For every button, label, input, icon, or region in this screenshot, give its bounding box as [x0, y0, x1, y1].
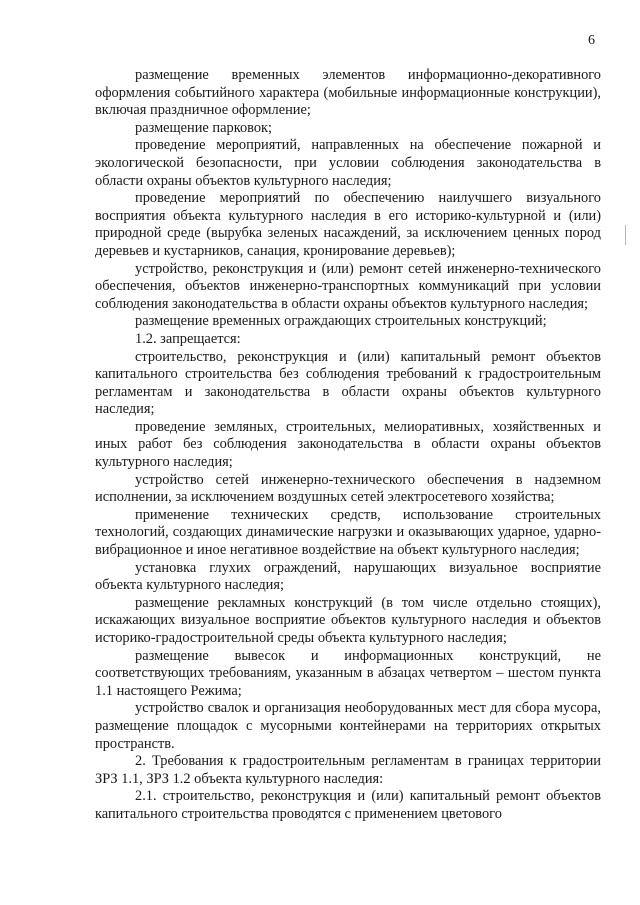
- scan-margin-mark: [625, 225, 626, 245]
- paragraph: установка глухих ограждений, нарушающих визуальное восприятие объекта культурного наследия;: [95, 559, 601, 594]
- paragraph: строительство, реконструкция и (или) капитальный ремонт объектов капитального строительства без соблюдения требований к градостроительным регламентам и законодательства в области охраны объектов культурного наследия;: [95, 348, 601, 418]
- paragraph: устройство, реконструкция и (или) ремонт сетей инженерно-технического обеспечения, объектов инженерно-транспортных коммуникаций при условии соблюдения законодательства в области охраны объектов культурного наследия;: [95, 260, 601, 312]
- paragraph: проведение мероприятий по обеспечению наилучшего визуального восприятия объекта культурного наследия в его историко-культурной и (или) природной среде (вырубка зеленых насаждений, за исключением ценных пород деревьев и кустарников, санация, кронирование деревьев);: [95, 190, 601, 259]
- paragraph: размещение временных ограждающих строительных конструкций;: [135, 313, 547, 330]
- paragraph: 2.1. строительство, реконструкция и (или) капитальный ремонт объектов капитального строительства проводятся с применением цветового: [95, 788, 601, 822]
- paragraph: размещение временных элементов информационно-декоративного оформления событийного характера (мобильные информационные конструкции), включая праздничное оформление;: [95, 67, 601, 119]
- paragraph: устройство свалок и организация необорудованных мест для сбора мусора, размещение площадок с мусорными контейнерами на территориях открытых пространств.: [95, 700, 601, 752]
- section-heading: 2. Требования к градостроительным регламентам в границах территории ЗРЗ 1.1, ЗРЗ 1.2 объекта культурного наследия:: [95, 753, 601, 787]
- paragraph: устройство сетей инженерно-технического обеспечения в надземном исполнении, за исключением воздушных сетей электросетевого хозяйства;: [95, 471, 601, 506]
- page-number: 6: [588, 33, 595, 48]
- paragraph: размещение вывесок и информационных конструкций, не соответствующих требованиям, указанным в абзацах четвертом – шестом пункта 1.1 настоящего Режима;: [95, 647, 601, 699]
- paragraph: размещение рекламных конструкций (в том числе отдельно стоящих), искажающих визуальное восприятие объектов культурного наследия и объектов историко-градостроительной среды объекта культурного наследия;: [95, 594, 601, 646]
- paragraph: проведение мероприятий, направленных на обеспечение пожарной и экологической безопасности, при условии соблюдения законодательства в области охраны объектов культурного наследия;: [95, 137, 601, 189]
- paragraph: проведение земляных, строительных, мелиоративных, хозяйственных и иных работ без соблюдения законодательства в области охраны объектов культурного наследия;: [95, 418, 601, 471]
- section-heading: 1.2. запрещается:: [135, 330, 241, 347]
- paragraph: размещение парковок;: [135, 119, 273, 136]
- paragraph: применение технических средств, использование строительных технологий, создающих динамические нагрузки и оказывающих ударное, ударно-вибрационное и иное негативное воздействие на объект культурного наследия;: [95, 506, 601, 559]
- document-body: [95, 67, 601, 824]
